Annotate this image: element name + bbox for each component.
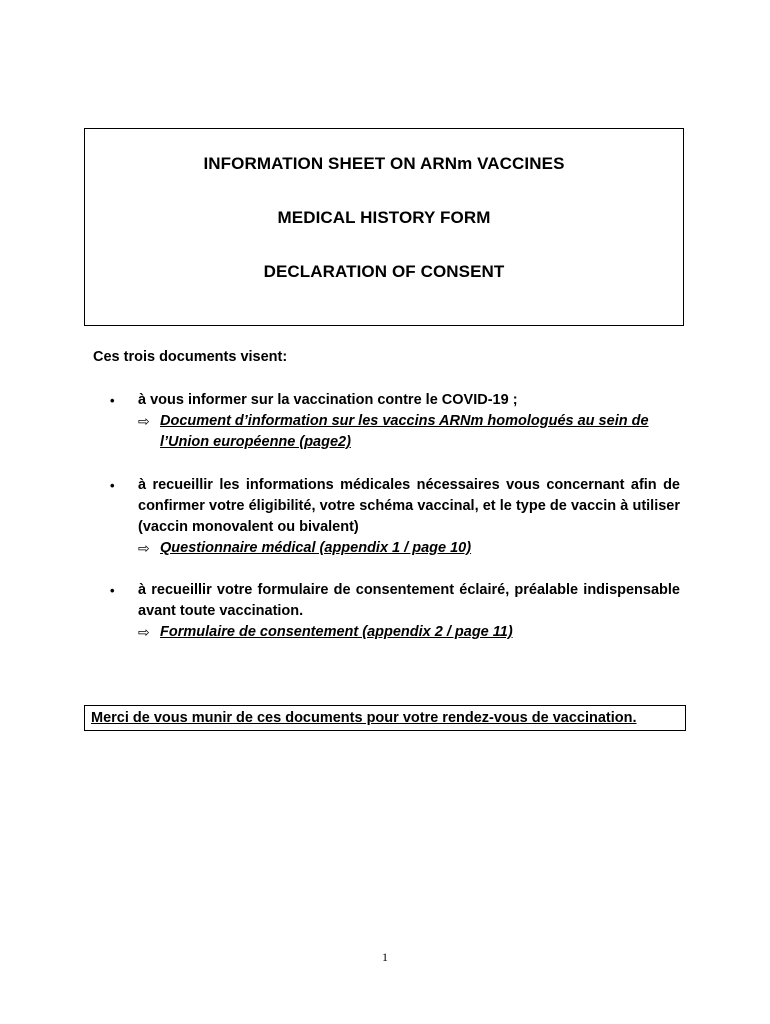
title-box: [84, 128, 684, 326]
bullet-icon: •: [110, 478, 115, 493]
page-number: 1: [382, 950, 388, 964]
bullet-icon: •: [110, 583, 115, 598]
reference-link-information-document[interactable]: Document d’information sur les vaccins ARNm homologués au sein de l’Union européenne (page2): [160, 413, 649, 450]
reference-link-medical-questionnaire[interactable]: Questionnaire médical (appendix 1 / page 10): [160, 540, 472, 556]
bullet-text: à vous informer sur la vaccination contre le COVID-19 ;: [138, 392, 518, 408]
arrow-right-icon: ⇨: [138, 624, 150, 640]
intro-text: Ces trois documents visent:: [93, 349, 288, 365]
list-item: [110, 475, 680, 559]
title-declaration-consent: DECLARATION OF CONSENT: [263, 262, 505, 281]
list-item: [110, 580, 680, 643]
bullet-text: à recueillir votre formulaire de consentement éclairé, préalable indispensable avant toute vaccination.: [138, 582, 680, 619]
bullet-icon: •: [110, 393, 115, 408]
list-item: [110, 390, 680, 453]
arrow-right-icon: ⇨: [138, 413, 150, 429]
reference-link-consent-form[interactable]: Formulaire de consentement (appendix 2 / page 11): [160, 624, 513, 640]
arrow-right-icon: ⇨: [138, 540, 150, 556]
title-information-sheet: INFORMATION SHEET ON ARNm VACCINES: [203, 154, 565, 173]
bullet-text: à recueillir les informations médicales nécessaires vous concernant afin de confirmer votre éligibilité, votre schéma vaccinal, et le type de vaccin à utiliser (vaccin monovalent ou bivalent): [138, 477, 680, 535]
reference-row: [138, 538, 680, 559]
title-medical-history: MEDICAL HISTORY FORM: [277, 208, 491, 227]
reference-row: [138, 622, 680, 643]
reference-row: [138, 411, 680, 453]
footer-note: Merci de vous munir de ces documents pour votre rendez-vous de vaccination.: [84, 705, 686, 731]
